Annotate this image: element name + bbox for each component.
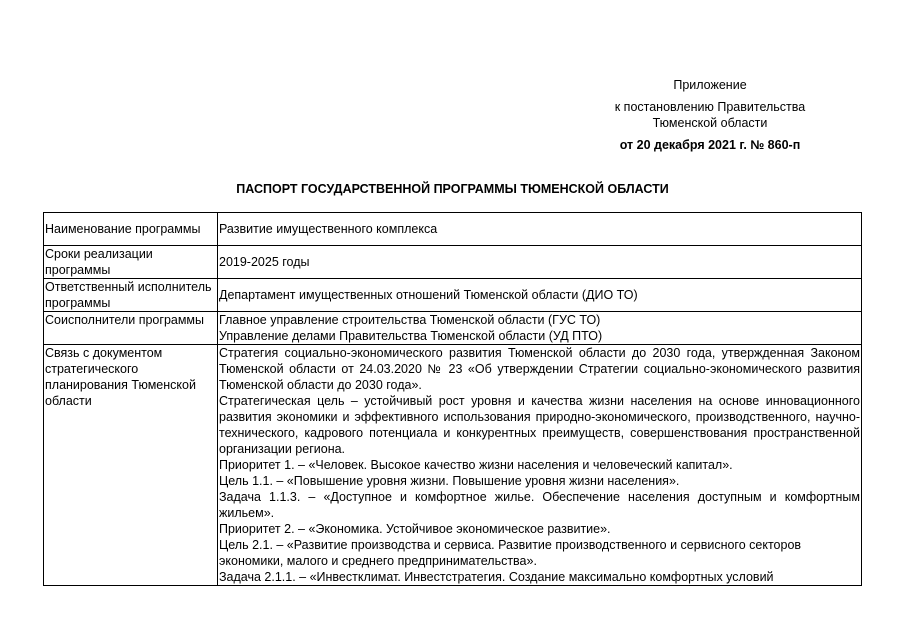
row-label: Соисполнители программы xyxy=(44,312,218,345)
row-label: Наименование программы xyxy=(44,213,218,246)
table-row xyxy=(44,246,862,279)
value-paragraph: Развитие имущественного комплекса xyxy=(219,222,438,236)
value-paragraph: Приоритет 2. – «Экономика. Устойчивое экономическое развитие». xyxy=(219,522,611,536)
row-value xyxy=(218,312,862,345)
region-line: Тюменской области xyxy=(652,116,768,130)
row-value xyxy=(218,213,862,246)
appendix-label: Приложение xyxy=(673,78,747,92)
value-paragraph: Цель 2.1. – «Развитие производства и сервиса. Развитие производственного и сервисного секторов экономики, малого и среднего предпринимательства». xyxy=(219,538,802,568)
value-paragraph: Стратегия социально-экономического развития Тюменской области до 2030 года, утвержденная Законом Тюменской области от 24.03.2020 № 23 «Об утверждении Стратегии социально-экономического развития Тюменской области до 2030 года». xyxy=(219,346,860,392)
table-row xyxy=(44,312,862,345)
table-row xyxy=(44,213,862,246)
row-label: Связь с документом стратегического планирования Тюменской области xyxy=(44,345,218,586)
value-paragraph: Задача 1.1.3. – «Доступное и комфортное жилье. Обеспечение населения доступным и комфортным жильем». xyxy=(219,490,860,520)
value-paragraph: Главное управление строительства Тюменской области (ГУС ТО) xyxy=(219,313,601,327)
row-label: Ответственный исполнитель программы xyxy=(44,279,218,312)
value-paragraph: Департамент имущественных отношений Тюменской области (ДИО ТО) xyxy=(219,288,638,302)
row-value xyxy=(218,345,862,586)
resolution-line: к постановлению Правительства xyxy=(614,100,806,114)
row-value xyxy=(218,279,862,312)
value-paragraph: Цель 1.1. – «Повышение уровня жизни. Повышение уровня жизни населения». xyxy=(219,474,680,488)
value-paragraph: Управление делами Правительства Тюменской области (УД ПТО) xyxy=(219,329,603,343)
value-paragraph: Задача 2.1.1. – «Инвестклимат. Инвестстратегия. Создание максимально комфортных условий xyxy=(219,570,774,584)
resolution-date: от 20 декабря 2021 г. № 860-п xyxy=(619,138,801,152)
value-paragraph: Стратегическая цель – устойчивый рост уровня и качества жизни населения на основе инновационного развития экономики и эффективного использования природно-экономического, производственного, научно-технического, кадрового потенциала и конкурентных преимуществ, совершенствования пространственной организации региона. xyxy=(219,394,860,456)
value-paragraph: 2019-2025 годы xyxy=(219,255,310,269)
row-label: Сроки реализации программы xyxy=(44,246,218,279)
table-row xyxy=(44,279,862,312)
table-row xyxy=(44,345,862,586)
row-value xyxy=(218,246,862,279)
value-paragraph: Приоритет 1. – «Человек. Высокое качество жизни населения и человеческий капитал». xyxy=(219,458,733,472)
document-title: ПАСПОРТ ГОСУДАРСТВЕННОЙ ПРОГРАММЫ ТЮМЕНСКОЙ ОБЛАСТИ xyxy=(236,182,669,196)
passport-table xyxy=(43,212,862,586)
